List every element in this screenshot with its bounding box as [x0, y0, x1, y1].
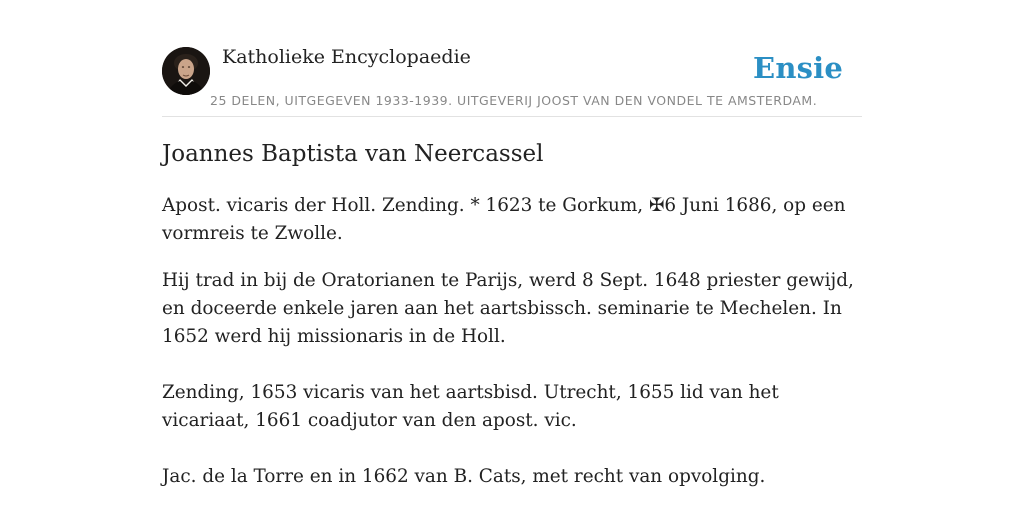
article-paragraph: Hij trad in bij de Oratorianen te Parijs, werd 8 Sept. 1648 priester gewijd, en doceerde enkele jaren aan het aartsbissch. seminarie te Mechelen. In 1652 werd hij missionaris in de Holl.	[162, 270, 854, 347]
encyclopedia-subtitle: 25 DELEN, UITGEGEVEN 1933-1939. UITGEVERIJ JOOST VAN DEN VONDEL TE AMSTERDAM.	[210, 93, 818, 108]
page-content	[162, 0, 862, 487]
article-paragraph: Jac. de la Torre en in 1662 van B. Cats, met recht van opvolging.	[162, 466, 766, 487]
article-title: Joannes Baptista van Neercassel	[162, 141, 544, 167]
article-paragraph: Zending, 1653 vicaris van het aartsbisd. Utrecht, 1655 lid van het vicariaat, 1661 coadjutor van den apost. vic.	[162, 382, 779, 431]
article-paragraph: Apost. vicaris der Holl. Zending. * 1623 te Gorkum, ✠6 Juni 1686, op een vormreis te Zwolle.	[162, 195, 846, 244]
encyclopedia-header	[162, 0, 862, 117]
portrait-avatar-graphic	[162, 47, 210, 95]
encyclopedia-title[interactable]: Katholieke Encyclopaedie	[222, 46, 471, 68]
ensie-logo-link[interactable]: Ensie	[753, 51, 843, 85]
portrait-avatar-icon[interactable]	[162, 47, 210, 95]
